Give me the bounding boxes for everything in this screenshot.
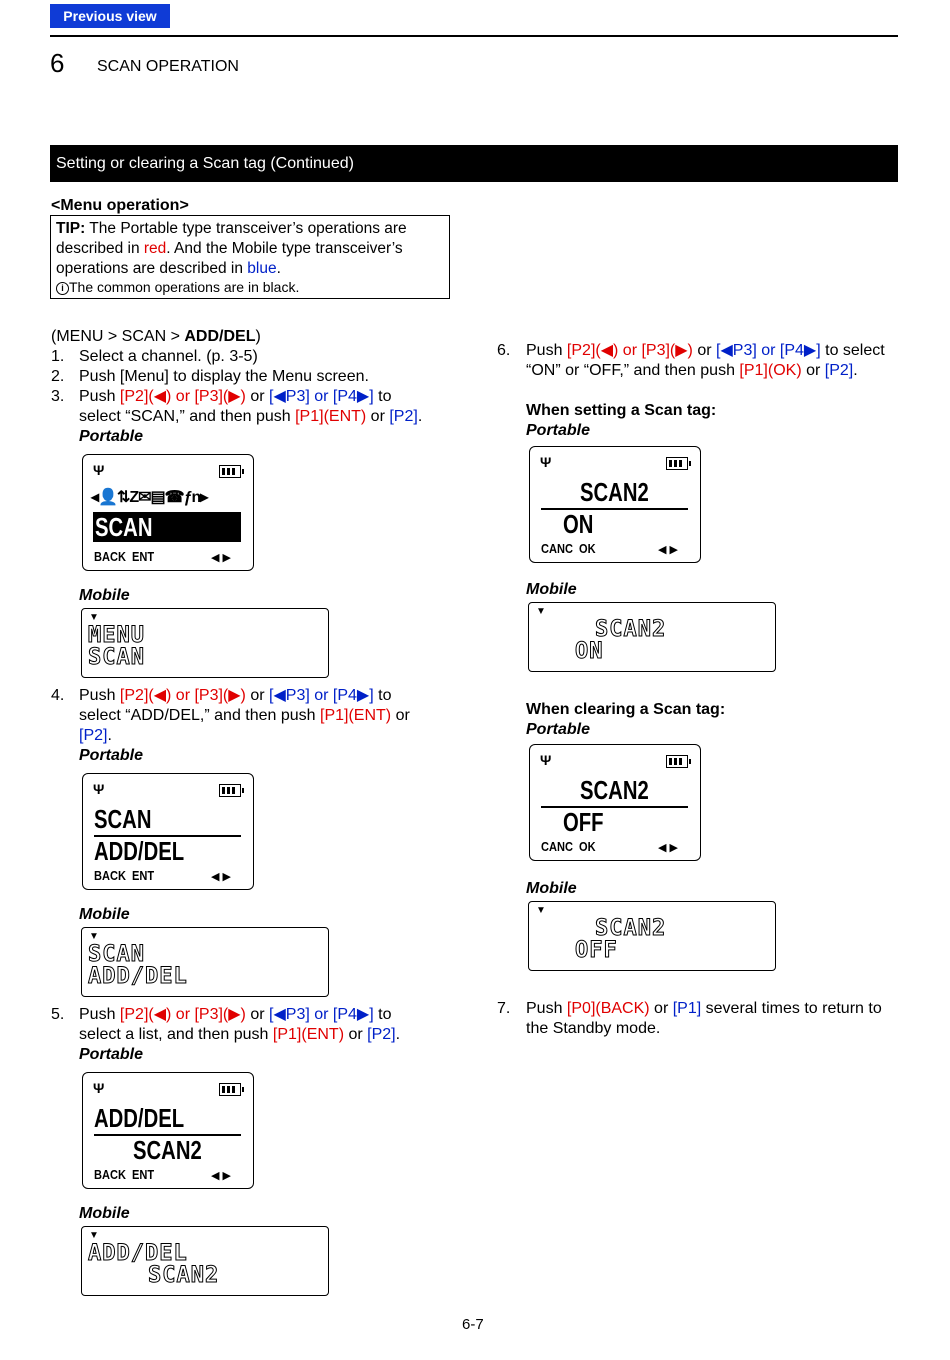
portable-display-adddel-scan2: [82, 1072, 254, 1189]
when-clearing-heading: When clearing a Scan tag:: [526, 701, 726, 718]
section-title: Setting or clearing a Scan tag (Continued): [56, 155, 354, 172]
mobile-line1: MENU: [88, 623, 145, 648]
mobile-line2: ADD/DEL: [88, 964, 188, 989]
key-p2: [P2]: [79, 727, 108, 744]
key-p3-p4: [◀P3] or [P4▶]: [716, 342, 821, 359]
mobile-line1: ADD/DEL: [88, 1241, 188, 1266]
battery-icon: [666, 755, 688, 768]
arrow-icons: ◀ ▶: [211, 1170, 231, 1182]
mobile-line2: OFF: [575, 938, 618, 963]
step-6-line2: [526, 361, 858, 381]
arrow-icons: ◀ ▶: [658, 842, 678, 854]
previous-view-button[interactable]: Previous view: [50, 4, 170, 28]
tip-common-text: The common operations are in black.: [69, 279, 300, 295]
key-p3-p4: [◀P3] or [P4▶]: [269, 1006, 374, 1023]
step-3-line2: [79, 407, 422, 427]
display-line1: SCAN: [94, 804, 152, 834]
info-icon: i: [56, 282, 69, 295]
display-main-text: SCAN: [95, 512, 153, 542]
step-1-text: Select a channel. (p. 3-5): [79, 348, 258, 365]
tip-blue-word: blue: [247, 260, 277, 277]
key-p2: [P2]: [367, 1026, 396, 1043]
battery-icon: [666, 457, 688, 470]
to-text: to: [373, 1006, 392, 1023]
tip-line1: The Portable type transceiver’s operations are: [85, 220, 407, 237]
to-text: to: [373, 388, 392, 405]
tip-red-word: red: [143, 240, 167, 257]
to-select-text: to select: [820, 342, 885, 359]
or-text: or: [245, 1006, 270, 1023]
mobile-display-menu: [81, 608, 329, 678]
chapter-number: 6: [50, 48, 65, 78]
softkey-labels: CANC OK: [541, 541, 596, 556]
antenna-icon: ▼: [89, 612, 99, 623]
mobile-label: Mobile: [79, 587, 130, 604]
portable-display-scan2-off: [529, 744, 701, 861]
page-number: 6-7: [462, 1316, 484, 1333]
menu-path-bold: ADD/DEL: [184, 328, 256, 345]
mobile-line1: SCAN2: [595, 916, 667, 941]
push-text: Push: [79, 687, 120, 704]
key-p2-p3: [P2](◀) or [P3](▶): [119, 388, 246, 405]
mobile-display-scan2-on: [528, 602, 776, 672]
step-3-number: 3.: [51, 388, 65, 405]
key-p1-ok: [P1](OK): [739, 362, 802, 379]
mobile-label: Mobile: [526, 880, 577, 897]
tip-line2a: described in: [56, 240, 144, 257]
menu-path-suffix: ): [255, 328, 261, 345]
step-2-text: Push [Menu] to display the Menu screen.: [79, 368, 369, 385]
mobile-line2: SCAN2: [148, 1263, 220, 1288]
tip-label: TIP:: [56, 220, 86, 237]
period: .: [107, 727, 112, 744]
or-text: or: [692, 342, 717, 359]
step-4-number: 4.: [51, 687, 65, 704]
push-text: Push: [79, 388, 120, 405]
antenna-icon: Ψ: [540, 752, 552, 768]
menu-operation-heading: <Menu operation>: [51, 197, 189, 214]
antenna-icon: ▼: [89, 931, 99, 942]
tip-line2b: . And the Mobile type transceiver’s: [166, 240, 403, 257]
or-text: or: [649, 1000, 673, 1017]
mobile-label: Mobile: [79, 906, 130, 923]
or-text: or: [245, 388, 270, 405]
step-5-number: 5.: [51, 1006, 65, 1023]
key-p1-ent: [P1](ENT): [295, 408, 367, 425]
step-5-select: select a list, and then push: [79, 1026, 273, 1043]
step-4-line3: [79, 726, 112, 746]
mobile-label: Mobile: [526, 581, 577, 598]
antenna-icon: ▼: [89, 1230, 99, 1241]
mobile-line1: SCAN: [88, 942, 145, 967]
antenna-icon: Ψ: [93, 462, 105, 478]
tip-line3b: .: [276, 260, 281, 277]
mobile-label: Mobile: [79, 1205, 130, 1222]
step-3-line1: [79, 387, 391, 407]
portable-label: Portable: [526, 721, 591, 738]
battery-icon: [219, 465, 241, 478]
antenna-icon: Ψ: [93, 1080, 105, 1096]
portable-label: Portable: [79, 1046, 144, 1063]
arrow-icons: ◀ ▶: [211, 552, 231, 564]
mobile-line1: SCAN2: [595, 617, 667, 642]
period: .: [395, 1026, 401, 1043]
key-p0-back: [P0](BACK): [566, 1000, 650, 1017]
menu-icon-row: ◂👤⇅Z✉▤☎ƒn▸: [91, 489, 208, 506]
display-line1: ADD/DEL: [94, 1103, 185, 1133]
step-6-line1: [526, 341, 885, 361]
period: .: [853, 362, 858, 379]
portable-display-menu: [82, 454, 254, 571]
or-text: or: [801, 362, 825, 379]
menu-path-prefix: (MENU > SCAN >: [51, 328, 185, 345]
when-setting-heading: When setting a Scan tag:: [526, 402, 717, 419]
portable-display-scan2-on: [529, 446, 701, 563]
tip-text: [56, 219, 448, 279]
portable-label: Portable: [79, 747, 144, 764]
step-2-number: 2.: [51, 368, 65, 385]
push-text: Push: [79, 1006, 120, 1023]
push-text: Push: [526, 1000, 567, 1017]
step-6-number: 6.: [497, 342, 511, 359]
or-text: or: [344, 1026, 368, 1043]
step-4-line1: [79, 686, 391, 706]
display-line1: SCAN2: [580, 477, 649, 507]
arrow-icons: ◀ ▶: [211, 871, 231, 883]
key-p2: [P2]: [389, 408, 418, 425]
mobile-display-scan2-off: [528, 901, 776, 971]
or-text: or: [366, 408, 390, 425]
mobile-display-scan-adddel: [81, 927, 329, 997]
header-rule: [50, 35, 898, 37]
display-line1: SCAN2: [580, 775, 649, 805]
step-5-line2: [79, 1025, 400, 1045]
step-7-line2: the Standby mode.: [526, 1020, 661, 1037]
or-text: or: [391, 707, 410, 724]
step-5-line1: [79, 1005, 391, 1025]
key-p2-p3: [P2](◀) or [P3](▶): [119, 687, 246, 704]
key-p3-p4: [◀P3] or [P4▶]: [269, 687, 374, 704]
step-1-number: 1.: [51, 348, 65, 365]
mobile-line2: ON: [575, 639, 604, 664]
antenna-icon: ▼: [536, 606, 546, 617]
step-7-number: 7.: [497, 1000, 511, 1017]
several-times-text: several times to return to: [701, 1000, 882, 1017]
softkey-labels: BACK ENT: [94, 868, 155, 883]
period: .: [417, 408, 423, 425]
or-text: or: [245, 687, 270, 704]
arrow-icons: ◀ ▶: [658, 544, 678, 556]
key-p2: [P2]: [824, 362, 854, 379]
antenna-icon: Ψ: [540, 454, 552, 470]
step-3-select: select “SCAN,” and then push: [79, 408, 296, 425]
portable-label: Portable: [79, 428, 144, 445]
antenna-icon: Ψ: [93, 781, 105, 797]
key-p1-ent: [P1](ENT): [320, 707, 392, 724]
display-line2: SCAN2: [133, 1135, 202, 1165]
selected-menu-item: [93, 512, 241, 542]
menu-path: [51, 327, 261, 347]
key-p1-ent: [P1](ENT): [272, 1026, 345, 1043]
portable-display-scan-adddel: [82, 773, 254, 890]
step-7-line1: [526, 999, 882, 1019]
softkey-labels: BACK ENT: [94, 1167, 155, 1182]
softkey-labels: CANC OK: [541, 839, 596, 854]
push-text: Push: [526, 342, 567, 359]
display-line2: ON: [563, 509, 594, 539]
mobile-display-adddel-scan2: [81, 1226, 329, 1296]
tip-common-note: [56, 279, 299, 295]
portable-label: Portable: [526, 422, 591, 439]
key-p3-p4: [◀P3] or [P4▶]: [269, 388, 374, 405]
key-p2-p3: [P2](◀) or [P3](▶): [119, 1006, 246, 1023]
chapter-title: SCAN OPERATION: [97, 58, 239, 75]
step-4-line2: [79, 706, 410, 726]
antenna-icon: ▼: [536, 905, 546, 916]
key-p1: [P1]: [672, 1000, 702, 1017]
mobile-line2: SCAN: [88, 645, 145, 670]
display-line2: ADD/DEL: [94, 836, 185, 866]
step-4-select: select “ADD/DEL,” and then push: [79, 707, 321, 724]
battery-icon: [219, 1083, 241, 1096]
to-text: to: [373, 687, 392, 704]
battery-icon: [219, 784, 241, 797]
display-line2: OFF: [563, 807, 604, 837]
softkey-labels: BACK ENT: [94, 549, 155, 564]
tip-line3a: operations are described in: [56, 260, 248, 277]
step-6-on-off: “ON” or “OFF,” and then push: [526, 362, 740, 379]
key-p2-p3: [P2](◀) or [P3](▶): [566, 342, 693, 359]
